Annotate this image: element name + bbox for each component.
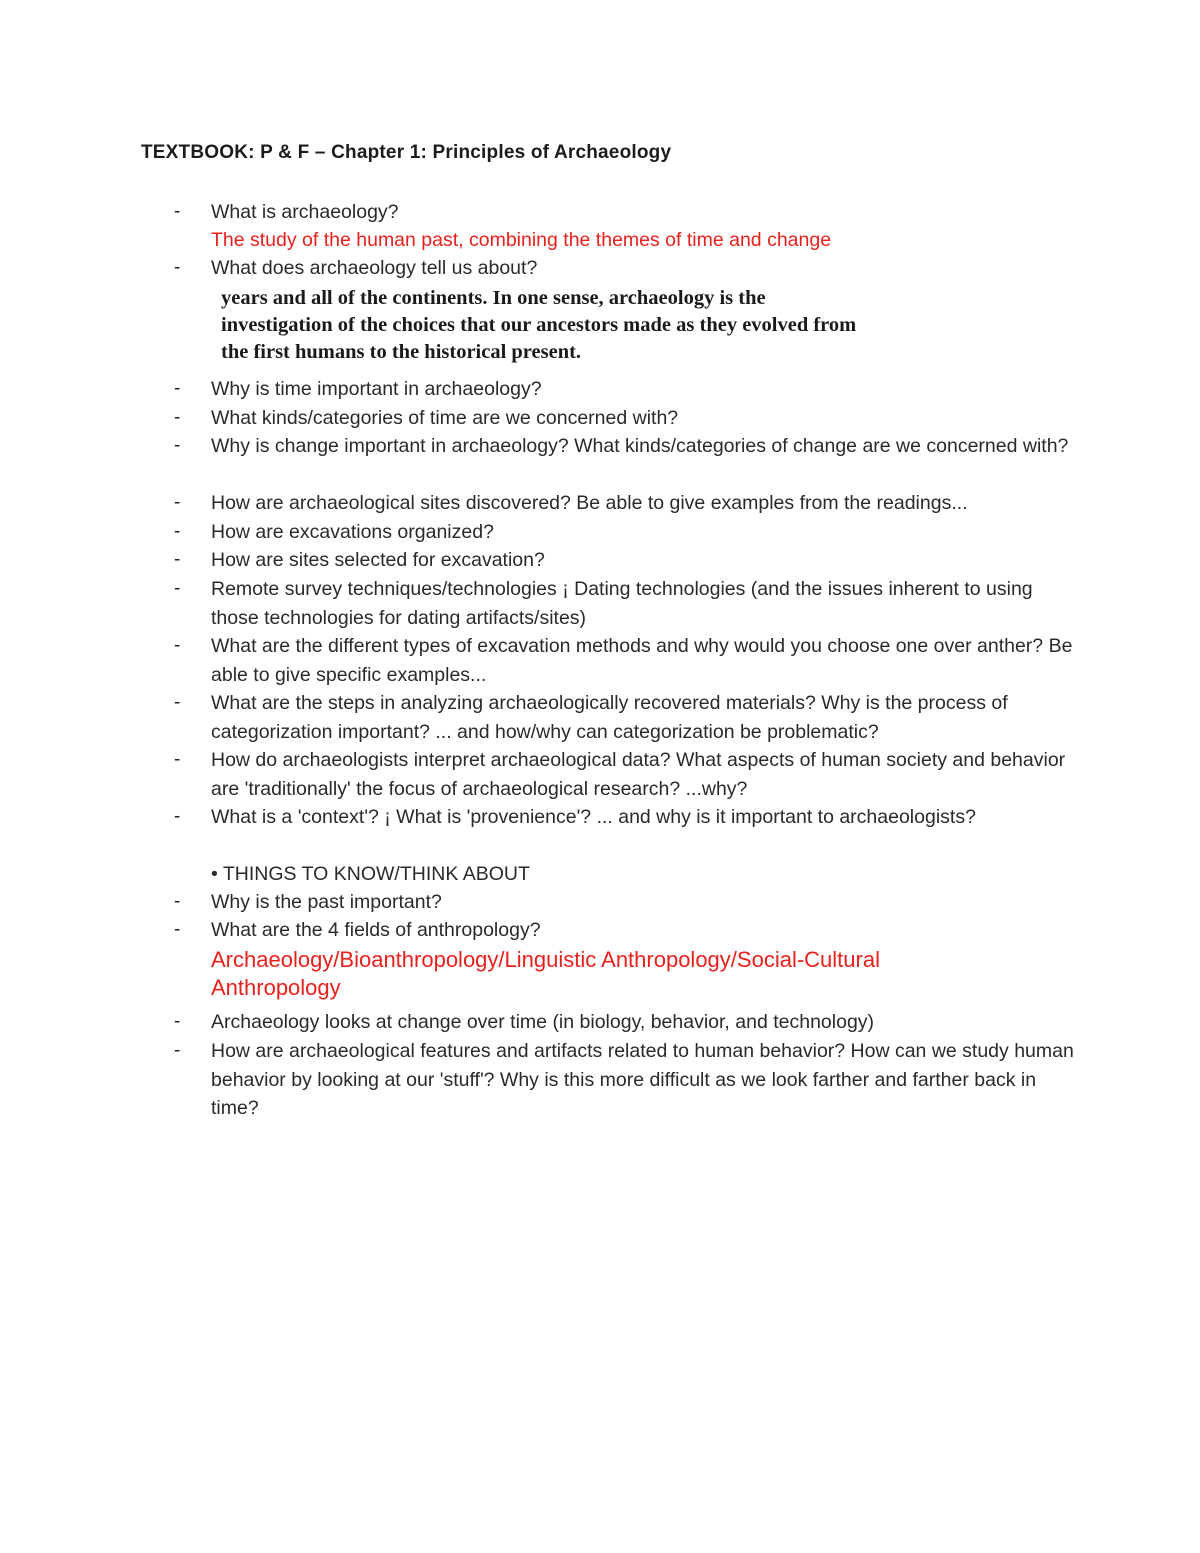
bullet-dash: - [174,492,181,513]
question-text: What are the different types of excavation methods and why would you choose one over anther? Be able to give specific examples... [211,635,1073,686]
question-text: How are archaeological features and artifacts related to human behavior? How can we study human behavior by looking at our 'stuff'? Why is this more difficult as we look farther and farther back in time? [211,1040,1074,1119]
bullet-dash: - [174,806,181,827]
bullet-dash: - [174,435,181,456]
question-text: Why is the past important? [211,891,442,913]
bullet-dash: - [174,201,181,222]
question-text: What are the steps in analyzing archaeologically recovered materials? Why is the process of categorization important? ... and how/why can categorization be problematic? [211,692,1008,743]
bullet-dash: - [174,521,181,542]
quote-line: the first humans to the historical present. [221,341,582,363]
bullet-dash: - [174,749,181,770]
bullet-dash: - [174,692,181,713]
bullet-dash: - [174,919,181,940]
question-text: How are excavations organized? [211,521,494,543]
statement-text: Archaeology looks at change over time (in biology, behavior, and technology) [211,1011,875,1033]
question-text: Remote survey techniques/technologies ¡ Dating technologies (and the issues inherent to using those technologies for dating artifacts/sites) [211,578,1033,629]
bullet-dash: - [174,1040,181,1061]
question-text: Why is change important in archaeology? What kinds/categories of change are we concerned with? [211,435,1069,457]
bullet-dash: - [174,578,181,599]
section-heading: • THINGS TO KNOW/THINK ABOUT [211,863,530,885]
quote-line: investigation of the choices that our ancestors made as they evolved from [221,314,857,336]
bullet-dash: - [174,891,181,912]
bullet-dash: - [174,635,181,656]
question-text: What is archaeology? [211,201,399,223]
bullet-dash: - [174,1011,181,1032]
bullet-dash: - [174,257,181,278]
question-text: What does archaeology tell us about? [211,257,538,279]
question-text: Why is time important in archaeology? [211,378,542,400]
question-text: What kinds/categories of time are we concerned with? [211,407,679,429]
bullet-dash: - [174,549,181,570]
answer-text: The study of the human past, combining the themes of time and change [211,229,832,251]
document-title: TEXTBOOK: P & F – Chapter 1: Principles of Archaeology [141,142,672,163]
bullet-dash: - [174,378,181,399]
question-text: How do archaeologists interpret archaeological data? What aspects of human society and behavior are 'traditionally' the focus of archaeological research? ...why? [211,749,1066,800]
bullet-dash: - [174,407,181,428]
question-text: What are the 4 fields of anthropology? [211,919,541,941]
answer-text: Archaeology/Bioanthropology/Linguistic Anthropology/Social-Cultural Anthropology [211,947,880,1000]
question-text: How are sites selected for excavation? [211,549,545,571]
question-text: How are archaeological sites discovered? Be able to give examples from the readings... [211,492,968,514]
question-text: What is a 'context'? ¡ What is 'provenience'? ... and why is it important to archaeologists? [211,806,976,828]
quote-line: years and all of the continents. In one sense, archaeology is the [221,287,766,309]
